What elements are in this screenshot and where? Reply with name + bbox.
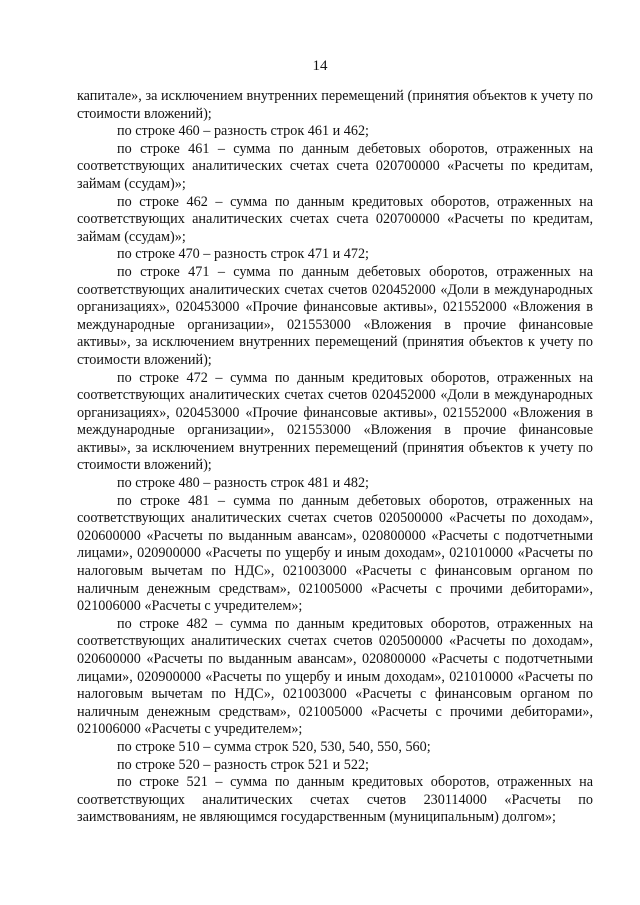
paragraph: капитале», за исключением внутренних перемещений (принятия объектов к учету по стоимости вложений); [77,88,593,122]
paragraph: по строке 462 – сумма по данным кредитовых оборотов, отраженных на соответствующих аналитических счетах счета 020700000 «Расчеты по кредитам, займам (ссудам)»; [77,193,593,245]
document-body [77,88,593,827]
page-number: 14 [312,58,328,74]
paragraph: по строке 510 – сумма строк 520, 530, 540, 550, 560; [117,738,431,755]
paragraph: по строке 471 – сумма по данным дебетовых оборотов, отраженных на соответствующих аналитических счетах счетов 020452000 «Доли в международных организациях», 020453000 «Прочие финансовые активы», 021552000 «Вложения в международные организации», 021553000 «Вложения в прочие финансовые активы», за исключением внутренних перемещений (принятия объектов к учету по стоимости вложений); [77,263,593,368]
paragraph: по строке 482 – сумма по данным кредитовых оборотов, отраженных на соответствующих аналитических счетах счетов 020500000 «Расчеты по доходам», 020600000 «Расчеты по выданным авансам», 020800000 «Расчеты с подотчетными лицами», 020900000 «Расчеты по ущербу и иным доходам», 021010000 «Расчеты по налоговым вычетам по НДС», 021003000 «Расчеты с финансовым органом по наличным денежным средствам», 021005000 «Расчеты с прочими дебиторами», 021006000 «Расчеты с учредителем»; [77,615,593,738]
paragraph: по строке 472 – сумма по данным кредитовых оборотов, отраженных на соответствующих аналитических счетах счетов 020452000 «Доли в международных организациях», 020453000 «Прочие финансовые активы», 021552000 «Вложения в международные организации», 021553000 «Вложения в прочие финансовые активы», за исключением внутренних перемещений (принятия объектов к учету по стоимости вложений); [77,369,593,474]
paragraph: по строке 521 – сумма по данным кредитовых оборотов, отраженных на соответствующих аналитических счетах счетов 230114000 «Расчеты по заимствованиям, не являющимся государственным (муниципальным) долгом»; [77,774,593,826]
paragraph: по строке 461 – сумма по данным дебетовых оборотов, отраженных на соответствующих аналитических счетах счета 020700000 «Расчеты по кредитам, займам (ссудам)»; [77,140,593,192]
paragraph: по строке 470 – разность строк 471 и 472; [117,246,369,263]
paragraph: по строке 481 – сумма по данным дебетовых оборотов, отраженных на соответствующих аналитических счетах счетов 020500000 «Расчеты по доходам», 020600000 «Расчеты по выданным авансам», 020800000 «Расчеты с подотчетными лицами», 020900000 «Расчеты по ущербу и иным доходам», 021010000 «Расчеты по налоговым вычетам по НДС», 021003000 «Расчеты с финансовым органом по наличным денежным средствам», 021005000 «Расчеты с прочими дебиторами», 021006000 «Расчеты с учредителем»; [77,492,593,615]
paragraph: по строке 460 – разность строк 461 и 462; [117,123,369,140]
paragraph: по строке 480 – разность строк 481 и 482; [117,475,369,492]
paragraph: по строке 520 – разность строк 521 и 522; [117,756,369,773]
